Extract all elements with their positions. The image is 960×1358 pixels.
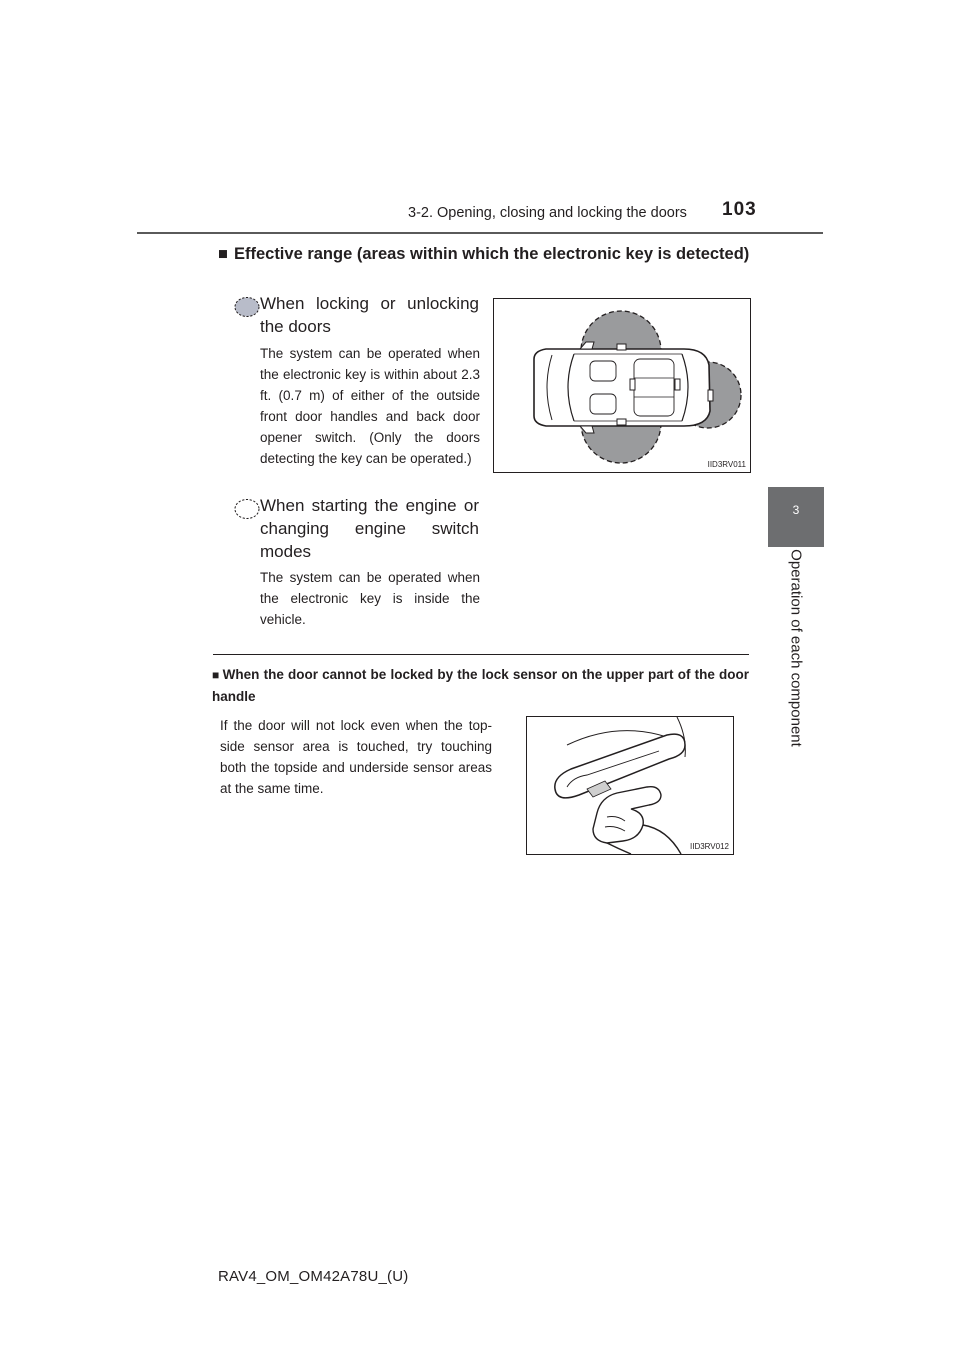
callout-marker-icon bbox=[232, 498, 262, 520]
figure-code: IID3RV011 bbox=[707, 460, 746, 469]
lock-sensor-heading bbox=[212, 664, 749, 708]
effective-range-figure bbox=[493, 298, 751, 473]
section-divider bbox=[213, 654, 749, 655]
lock-sensor-body: If the door will not lock even when the top-side sensor area is touched, try touching both the topside and underside sensor areas at the same time. bbox=[220, 718, 492, 796]
item-title-starting: When starting the engine or changing engine switch modes bbox=[260, 496, 479, 561]
item-body-starting: The system can be operated when the electronic key is inside the vehicle. bbox=[260, 570, 480, 627]
callout-marker-icon bbox=[232, 296, 262, 318]
page-number: 103 bbox=[722, 199, 757, 220]
document-code: RAV4_OM_OM42A78U_(U) bbox=[218, 1268, 409, 1285]
chapter-title: Operation of each component bbox=[787, 549, 805, 747]
chapter-number: 3 bbox=[792, 503, 800, 517]
chapter-tab bbox=[768, 487, 824, 547]
item-body-locking: The system can be operated when the electronic key is within about 2.3 ft. (0.7 m) of either of the outside front door handles and back door opener switch. (Only the doors detecting the key can be operated.) bbox=[260, 346, 480, 466]
lock-sensor-heading-text: When the door cannot be locked by the lock sensor on the upper part of the door handle bbox=[212, 667, 750, 704]
range-heading bbox=[218, 242, 750, 267]
hand-touching-handle-illustration bbox=[527, 717, 733, 854]
door-handle-figure bbox=[526, 716, 734, 855]
square-bullet-icon: ■ bbox=[218, 245, 228, 263]
vehicle-top-view-illustration bbox=[494, 299, 750, 472]
header-divider bbox=[137, 232, 823, 234]
square-bullet-icon: ■ bbox=[212, 668, 220, 682]
item-title-locking: When locking or unlocking the doors bbox=[260, 294, 479, 336]
figure-code: IID3RV012 bbox=[690, 842, 729, 851]
range-heading-text: Effective range (areas within which the electronic key is detected) bbox=[233, 245, 750, 263]
section-title: 3-2. Opening, closing and locking the doors bbox=[408, 205, 687, 221]
